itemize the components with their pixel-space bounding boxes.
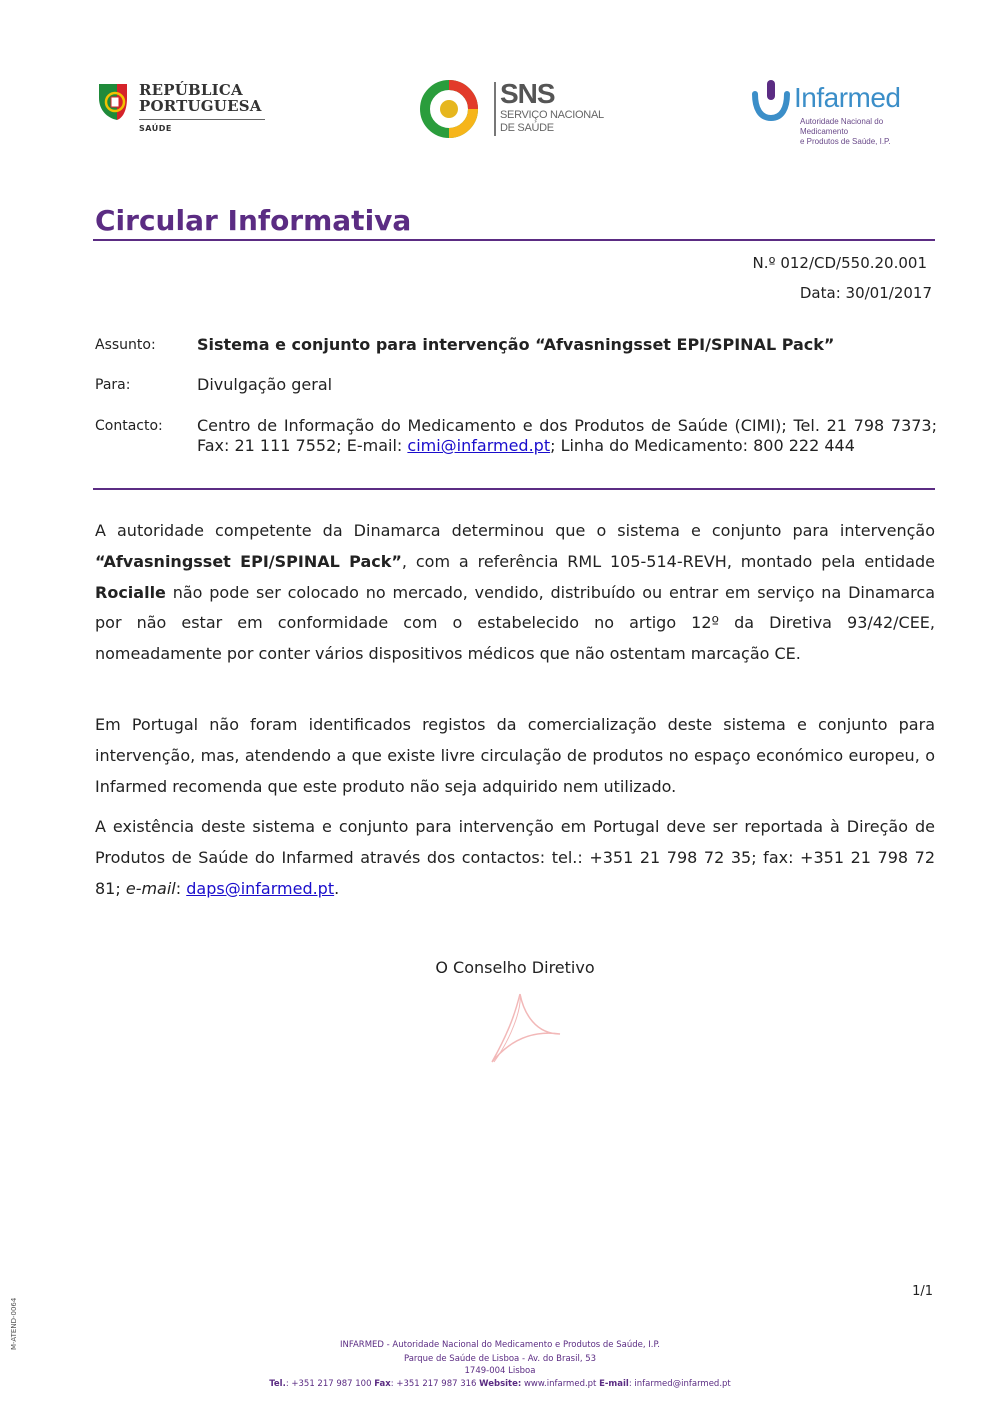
assunto-value: Sistema e conjunto para intervenção “Afvasningsset EPI/SPINAL Pack”: [197, 335, 835, 354]
divider: [139, 119, 265, 120]
form-code: M-ATEND-0064: [10, 1297, 18, 1350]
number-value: 012/CD/550.20.001: [780, 254, 927, 272]
footer-email-label: E-mail: [599, 1379, 629, 1389]
page-number: 1/1: [912, 1284, 933, 1299]
contacto-text: Centro de Informação do Medicamento e dos Produtos de Saúde (CIMI); Tel. 21 798 7373; Fax: 21 111 7552; E-mail:: [197, 416, 937, 455]
title-rule: [93, 239, 935, 241]
sns-sub-line2: DE SAÚDE: [500, 122, 554, 134]
document-number: [753, 254, 928, 272]
p1-text-e: não pode ser colocado no mercado, vendido, distribuído ou entrar em serviço na Dinamarca por não estar em conformidade com o estabelecido no artigo 12º da Diretiva 93/42/CEE, nomeadamente por conter vários dispositivos médicos que não ostentam marcação CE.: [95, 582, 935, 664]
republica-portuguesa-logo: [95, 78, 275, 138]
sns-divider: [494, 82, 496, 136]
footer-tel: : +351 217 987 100: [285, 1379, 375, 1389]
footer-contacts: [0, 1379, 1000, 1389]
p1-product-name: “Afvasningsset EPI/SPINAL Pack”: [95, 551, 402, 571]
paragraph-2: Em Portugal não foram identificados registos da comercialização deste sistema e conjunto para intervenção, mas, atendendo a que existe livre circulação de produtos no espaço económico europeu, o Infarmed recomenda que este produto não seja adquirido nem utilizado.: [95, 715, 935, 796]
assunto-label: Assunto:: [95, 337, 156, 353]
p3-period: .: [334, 878, 340, 898]
paragraph-1: [95, 516, 935, 670]
republica-line2: PORTUGUESA: [139, 97, 262, 115]
infarmed-symbol-icon: [750, 78, 792, 122]
number-prefix: N.º: [752, 254, 776, 272]
sns-wordmark: SNS: [500, 78, 555, 109]
paragraph-3: [95, 812, 935, 904]
para-label: Para:: [95, 377, 131, 393]
footer-line-2: Parque de Saúde de Lisboa - Av. do Brasil, 53: [403, 1354, 597, 1364]
document-title: Circular Informativa: [95, 204, 412, 237]
date-label: Data:: [799, 284, 841, 302]
sns-sub: [500, 109, 604, 135]
infarmed-sub-line2: e Produtos de Saúde, I.P.: [800, 137, 891, 146]
republica-portuguesa-wordmark: [139, 82, 262, 114]
p1-text-a: A autoridade competente da Dinamarca determinou que o sistema e conjunto para intervenção: [95, 521, 935, 540]
infarmed-sub-line1: Autoridade Nacional do Medicamento: [800, 117, 884, 136]
infarmed-sub: [800, 117, 930, 147]
p1-text-c: , com a referência RML 105-514-REVH, montado pela entidade: [401, 551, 936, 571]
digital-signature-icon: [480, 990, 570, 1070]
p3-text-a: A existência deste sistema e conjunto para intervenção em Portugal deve ser reportada à Direção de Produtos de Saúde do Infarmed através dos contactos: tel.: +351 21 798 72 35; fax: +351 21 798 72 81;: [95, 817, 935, 898]
infarmed-wordmark: Infarmed: [794, 82, 901, 113]
p1-entity-name: Rocialle: [95, 582, 166, 602]
footer-web: www.infarmed.pt: [521, 1379, 600, 1389]
footer-line-1: INFARMED - Autoridade Nacional do Medicamento e Produtos de Saúde, I.P.: [340, 1340, 660, 1350]
date-value: 30/01/2017: [845, 284, 932, 302]
coat-of-arms-icon: [95, 80, 131, 124]
para-value: Divulgação geral: [197, 375, 333, 394]
p3-colon: :: [175, 878, 187, 898]
sns-logo: [418, 78, 608, 140]
republica-sub: SAÚDE: [139, 124, 172, 133]
contacto-value: [197, 416, 937, 456]
sns-sub-line1: SERVIÇO NACIONAL: [500, 109, 604, 121]
footer-tel-label: Tel.: [269, 1379, 286, 1389]
infarmed-logo: [750, 78, 930, 146]
footer-fax: : +351 217 987 316: [390, 1379, 480, 1389]
document-date: [800, 284, 932, 302]
footer-email: : infarmed@infarmed.pt: [628, 1379, 731, 1389]
daps-email-link[interactable]: daps@infarmed.pt: [186, 878, 335, 898]
contacto-label: Contacto:: [95, 418, 163, 434]
p3-email-label: e-mail: [125, 878, 176, 898]
cimi-email-link[interactable]: cimi@infarmed.pt: [407, 436, 551, 455]
footer-fax-label: Fax: [374, 1379, 391, 1389]
footer-line-3: 1749-004 Lisboa: [464, 1366, 536, 1376]
sns-ring-icon: [418, 78, 480, 140]
signature-text: O Conselho Diretivo: [435, 958, 595, 977]
contacto-text-end: ; Linha do Medicamento: 800 222 444: [550, 436, 855, 455]
republica-line1: REPÚBLICA: [139, 81, 243, 99]
footer-web-label: Website:: [479, 1379, 522, 1389]
header-rule: [93, 488, 935, 490]
